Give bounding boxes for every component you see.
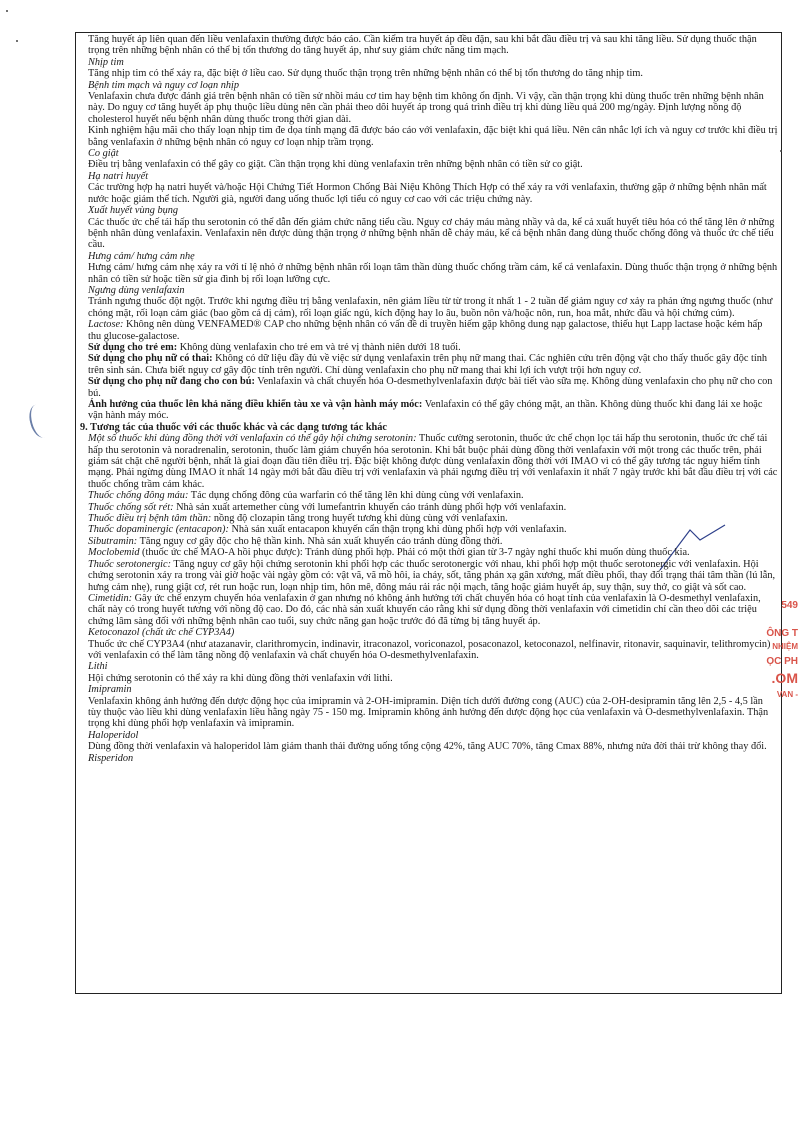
paragraph — [88, 34, 778, 57]
speck — [6, 10, 8, 12]
subheading — [88, 251, 778, 262]
paragraph — [88, 159, 778, 170]
paragraph — [88, 217, 778, 251]
paragraph-text: Venlafaxin có thể gây chóng mặt, an thần. Không dùng thuốc khi đang lái xe hoặc vận hành máy móc. — [88, 399, 763, 422]
stamp-line: VAN - — [776, 690, 798, 699]
paragraph-text: Nhịp tim — [88, 56, 124, 68]
paragraph-text: Điều trị bằng venlafaxin có thể gây co giật. Cần thận trọng khi dùng venlafaxin trên những bệnh nhân có tiền sử co giật. — [88, 159, 583, 171]
paragraph-text: Venlafaxin không ảnh hưởng đến dược động học của imipramin và 2-OH-imipramin. Diện tích dưới đường cong (AUC) của 2-OH-desipramin tăng lên 2,5 - 4,5 lần tùy thuộc vào liều khi dùng venlafaxin liều hằng ngày 75 - 150 mg. Imipramin không ảnh hưởng đến dược động học của venlafaxin và O-desmethylvenlafaxin. Thận trọng khi dùng phối hợp venlafaxin và imipramin. — [88, 695, 769, 730]
paragraph — [88, 125, 778, 148]
paragraph-text: Xuất huyết vùng bụng — [88, 205, 179, 217]
paragraph-text: Các thuốc ức chế tái hấp thu serotonin có thể dẫn đến giảm chức năng tiểu cầu. Nguy cơ chảy máu màng nhầy và da, kể cả xuất huyết tiêu hóa có thể tăng lên ở những bệnh nhân dùng venlafaxin. Venlafaxin nên được dùng thận trọng ở những bệnh nhân dễ chảy máu, kể cả bệnh nhân đang dùng thuốc chống đông và thuốc ức chế tiểu cầu. — [88, 216, 775, 251]
paragraph — [88, 91, 778, 125]
subheading — [88, 171, 778, 182]
paragraph-lead: Cimetidin: — [88, 592, 133, 604]
paragraph — [88, 68, 778, 79]
paragraph-text: Kinh nghiệm hậu mãi cho thấy loạn nhịp tim đe dọa tính mạng đã được báo cáo với venlafaxin, đặc biệt khi quá liều. Nên cân nhắc lợi ích và nguy cơ trước khi điều trị bằng venlafaxin ở những bệnh nhân có nguy cơ loạn nhịp trầm trọng. — [88, 125, 778, 148]
subheading — [88, 661, 778, 672]
paragraph — [88, 547, 778, 558]
paragraph-text: Haloperidol — [88, 729, 139, 741]
subheading — [88, 80, 778, 91]
paragraph-text: Venlafaxin và chất chuyển hóa O-desmethylvenlafaxin được bài tiết vào sữa mẹ. Không dùng venlafaxin cho phụ nữ cho con bú. — [88, 376, 773, 399]
paragraph-text: Dùng đồng thời venlafaxin và haloperidol làm giảm thanh thải đường uống tổng cộng 42%, tăng AUC 70%, tăng Cmax 88%, nhưng nửa đời thải trừ không thay đổi. — [88, 741, 767, 753]
stamp-line: NHIỆM — [772, 642, 798, 651]
paragraph — [88, 741, 778, 752]
paragraph — [88, 490, 778, 501]
paragraph-text: nồng độ clozapin tăng trong huyết tương khi dùng cùng với venlafaxin. — [211, 513, 508, 525]
paragraph-text: Tránh ngưng thuốc đột ngột. Trước khi ngưng điều trị bằng venlafaxin, nên giảm liều từ từ trong ít nhất 1 - 2 tuần để giảm nguy cơ xảy ra phản ứng ngưng thuốc (như chóng mặt, rối loạn cảm giác (bao gồm cả dị cảm), rối loạn giấc ngủ, kích động hay lo âu, buồn nôn và/hoặc nôn, run, hoa mắt, nhức đầu và hội chứng cúm). — [88, 296, 773, 319]
paragraph — [88, 319, 778, 342]
stamp-line: ÔNG T — [766, 628, 798, 639]
paragraph-text: Hưng cảm/ hưng cảm nhẹ — [88, 250, 195, 262]
paragraph — [88, 559, 778, 593]
paragraph-text: Tăng nhịp tim có thể xảy ra, đặc biệt ở liều cao. Sử dụng thuốc thận trọng trên những bệnh nhân có thể bị tổn thương do tăng nhịp tim. — [88, 68, 643, 80]
subheading — [88, 205, 778, 216]
paragraph-text: Hưng cảm/ hưng cảm nhẹ xảy ra với tỉ lệ nhỏ ở những bệnh nhân rối loạn tâm thần dùng thuốc chống trầm cảm, kể cả venlafaxin. Dùng thuốc thận trọng ở những bệnh nhân có tiền sử hoặc tiền sử gia đình bị rối loạn lưỡng cực. — [88, 262, 778, 285]
paragraph — [88, 593, 778, 627]
paragraph — [88, 696, 778, 730]
speck — [780, 150, 782, 152]
subheading — [88, 684, 778, 695]
paragraph-lead: Một số thuốc khi dùng đồng thời với venlafaxin có thể gây hội chứng serotonin: — [88, 433, 417, 445]
paragraph — [88, 433, 778, 490]
paragraph-text: Lithi — [88, 661, 108, 673]
paragraph-text: Risperidon — [88, 752, 134, 764]
paragraph-text: Co giật — [88, 148, 119, 160]
paragraph-lead: Ảnh hưởng của thuốc lên khả năng điều khiển tàu xe và vận hành máy móc: — [88, 399, 423, 410]
paragraph-text: Các trường hợp hạ natri huyết và/hoặc Hội Chứng Tiết Hormon Chống Bài Niệu Không Thích Hợp có thể xảy ra với venlafaxin, thường gặp ở những bệnh nhân mất nước hoặc giảm thể tích. Người già, người đang uống thuốc lợi tiểu có nguy cơ cao với các triệu chứng này. — [88, 182, 767, 205]
paragraph-text: Venlafaxin chưa được đánh giá trên bệnh nhân có tiền sử nhồi máu cơ tim hay bệnh tim không ổn định. Vì vậy, cần thận trọng khi dùng thuốc trên những bệnh nhân này. Do nguy cơ tăng huyết áp phụ thuộc liều dùng nên cần phải theo dõi huyết áp trong quá trình điều trị khi dùng liều quá 200 mg/ngày. Định lượng nồng độ cholesterol huyết nếu bệnh nhân dùng thuốc trong thời gian dài. — [88, 91, 764, 125]
paragraph-lead: Thuốc serotonergic: — [88, 558, 172, 570]
paragraph-text: Tác dụng chống đông của warfarin có thể tăng lên khi dùng cùng với venlafaxin. — [188, 490, 524, 502]
paragraph-lead: Sử dụng cho phụ nữ đang cho con bú: — [88, 376, 255, 388]
paragraph-text: Tăng huyết áp liên quan đến liều venlafaxin thường được báo cáo. Cần kiểm tra huyết áp đều đặn, sau khi bắt đầu điều trị và sau khi tăng liều. Sử dụng thuốc thận trọng trên những bệnh nhân có thể bị tổn thương do tăng huyết áp, như suy giảm chức năng tim mạch. — [88, 34, 757, 57]
paragraph-text: Imipramin — [88, 684, 132, 696]
paragraph-text: Tăng nguy cơ gây hội chứng serotonin khi phối hợp các thuốc serotonergic với nhau, khi phối hợp một thuốc serotonergic với venlafaxin. Hội chứng serotonin xảy ra trong vài giờ hoặc vài ngày gồm có: vật vã, vã mồ hôi, ỉa chảy, sốt, tăng phản xạ gân xương, mất điều phối, thay đổi trạng thái tâm thần (lú lẫn, hưng cảm nhẹ), rung giật cơ, rét run hoặc run, loạn nhịp tim, hôn mê, đông máu rải rác nội mạch, tăng hoặc giảm huyết áp, suy thận, suy thở, co giật và sốt cao. — [88, 558, 776, 593]
paragraph-text: 9. Tương tác của thuốc với các thuốc khác và các dạng tương tác khác — [80, 421, 388, 433]
subheading — [88, 57, 778, 68]
stamp-line: ỌC PH — [766, 656, 798, 667]
paragraph — [88, 342, 778, 353]
paragraph-lead: Lactose: — [88, 319, 124, 331]
paragraph-lead: Thuốc điều trị bệnh tâm thần: — [88, 513, 212, 525]
stamp — [760, 600, 800, 720]
paragraph-lead: Sử dụng cho phụ nữ có thai: — [88, 353, 213, 365]
paragraph-text: Gây ức chế enzym chuyển hóa venlafaxin ở gan nhưng nó không ảnh hưởng tới chất chuyển hóa có hoạt tính của venlafaxin là O-desmethyl venlafaxin, chất này có trong huyết tương với nồng độ cao. Do đó, các nhà sản xuất khuyến cáo rằng khi sử dụng đồng thời venlafaxin với cimetidin chỉ cần theo dõi các triệu chứng lâm sàng đối với những bệnh nhân cao tuổi, suy chức năng gan hoặc trước đó đã từng bị tăng huyết áp. — [88, 592, 761, 627]
paragraph-text: Tăng nguy cơ gây độc cho hệ thần kinh. Nhà sản xuất khuyến cáo tránh dùng đồng thời. — [137, 535, 503, 547]
paragraph — [88, 513, 778, 524]
margin-mark — [26, 402, 54, 440]
paragraph — [88, 502, 778, 513]
stamp-line: 549 — [781, 600, 798, 611]
paragraph-text: Hội chứng serotonin có thể xảy ra khi dùng đồng thời venlafaxin với lithi. — [88, 672, 393, 684]
paragraph — [88, 353, 778, 376]
paragraph-lead: Thuốc chống sốt rét: — [88, 501, 174, 513]
paragraph-lead: Sử dụng cho trẻ em: — [88, 341, 178, 353]
paragraph — [88, 639, 778, 662]
paragraph-text: Bệnh tim mạch và nguy cơ loạn nhịp — [88, 79, 240, 91]
paragraph-text: Thuốc ức chế CYP3A4 (như atazanavir, clarithromycin, indinavir, itraconazol, voriconazol, posaconazol, ketoconazol, nelfinavir, ritonavir, saquinavir, telithromycin) với venlafaxin có thể làm tăng nồng độ venlafaxin và chất chuyển hóa O-desmethylvenlafaxin. — [88, 638, 771, 661]
paragraph — [88, 399, 778, 422]
paragraph-text: (thuốc ức chế MAO-A hồi phục được): Tránh dùng phối hợp. Phải có một thời gian từ 3-7 ngày nghỉ thuốc khi muốn dùng thuốc kia. — [139, 547, 690, 559]
paragraph — [88, 182, 778, 205]
subheading — [88, 148, 778, 159]
paragraph-text: Nhà sản xuất entacapon khuyến cẩn thận trọng khi dùng phối hợp với venlafaxin. — [228, 524, 567, 536]
subheading — [88, 627, 778, 638]
stamp-line: .OM — [771, 670, 798, 686]
paragraph — [88, 673, 778, 684]
speck — [16, 40, 18, 42]
paragraph-lead: Moclobemid — [88, 547, 140, 559]
paragraph — [88, 296, 778, 319]
paragraph — [88, 536, 778, 547]
paragraph-text: Ketoconazol (chất ức chế CYP3A4) — [88, 627, 235, 639]
subheading — [88, 285, 778, 296]
paragraph-text: Thuốc cường serotonin, thuốc ức chế chọn lọc tái hấp thu serotonin, thuốc ức chế tái hấp thu serotonin và noradrenalin, serotonin, thuốc làm giảm chuyển hóa serotonin. Khi bắt buộc phải dùng đồng thời venlafaxin với một trong các thuốc trên, phải giám sát chặt chẽ người bệnh, nhất là giai đoạn đầu tiên điều trị. Đặc biệt không được dùng venlafaxin đồng thời với IMAO vì có thể gây tương tác nguy hiểm tính mạng. Phải ngừng dùng IMAO ít nhất 14 ngày mới bắt đầu điều trị với venlafaxin và phải ngưng điều trị với venlafaxin ít nhất 7 ngày trước khi bắt đầu điều trị với các thuốc chống trầm cảm khác. — [88, 433, 778, 490]
paragraph-text: Không dùng venlafaxin cho trẻ em và trẻ vị thành niên dưới 18 tuổi. — [177, 341, 461, 353]
paragraph-lead: Sibutramin: — [88, 535, 138, 547]
section-heading — [80, 422, 778, 433]
paragraph-text: Nhà sản xuất artemether cùng với lumefantrin khuyến cáo tránh dùng phối hợp với venlafaxin. — [173, 501, 567, 513]
subheading — [88, 753, 778, 764]
paragraph — [88, 262, 778, 285]
paragraph — [88, 524, 778, 535]
paragraph — [88, 376, 778, 399]
paragraph-text: Không có dữ liệu đầy đủ về việc sử dụng venlafaxin trên phụ nữ mang thai. Các nghiên cứu trên động vật cho thấy thuốc gây độc tính trên sinh sản. Chưa biết nguy cơ gây độc tính trên người. Chỉ dùng venlafaxin cho phụ nữ mang thai khi lợi ích vượt trội hơn nguy cơ. — [88, 353, 768, 376]
paragraph-text: Ngưng dùng venlafaxin — [88, 284, 185, 296]
paragraph-text: Không nên dùng VENFAMED® CAP cho những bệnh nhân có vấn đề di truyền hiếm gặp không dung nạp galactose, thiếu hụt Lapp lactase hoặc kém hấp thu glucose-galactose. — [88, 319, 763, 342]
document-body — [80, 34, 778, 764]
paragraph-text: Hạ natri huyết — [88, 170, 149, 182]
subheading — [88, 730, 778, 741]
paragraph-lead: Thuốc chống đông máu: — [88, 490, 189, 502]
paragraph-lead: Thuốc dopaminergic (entacapon): — [88, 524, 229, 536]
